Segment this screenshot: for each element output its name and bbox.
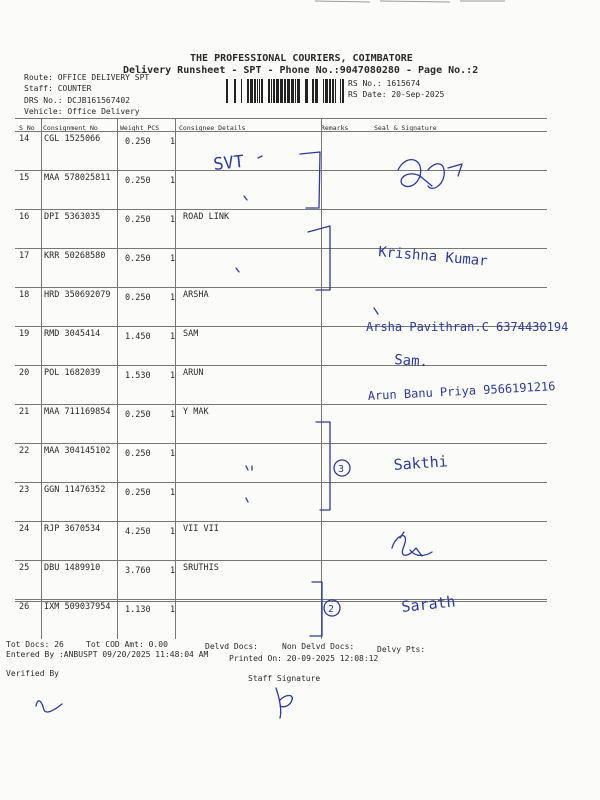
table-row-divider	[15, 404, 547, 405]
total-docs: Tot Docs: 26	[6, 640, 64, 649]
handwritten-consignee-14: SVT	[212, 151, 246, 175]
rs-number: RS No.: 1615674	[348, 79, 421, 88]
row-sno: 20	[19, 368, 30, 378]
delivery-points: Delvy Pts:	[377, 645, 426, 654]
ink-tick-17	[236, 268, 239, 272]
ink-bracket-14	[300, 152, 320, 208]
handwritten-seal-20: Arun Banu Priya 9566191216	[367, 379, 556, 403]
runsheet-title: Delivery Runsheet - SPT - Phone No.:9047080280 - Page No.:2	[123, 65, 479, 76]
delivered-docs: Delvd Docs:	[205, 642, 258, 651]
row-weight: 4.250	[125, 527, 151, 537]
row-consignment-no: KRR 50268580	[44, 251, 106, 261]
row-pcs: 1	[170, 176, 176, 186]
staff-label: Staff: COUNTER	[24, 84, 92, 93]
rs-date: RS Date: 20-Sep-2025	[348, 90, 445, 99]
table-row-divider	[15, 482, 547, 483]
table-column-divider	[117, 118, 118, 639]
row-weight: 0.250	[125, 449, 151, 459]
row-consignment-no: GGN 11476352	[44, 485, 106, 495]
table-column-divider	[175, 118, 176, 639]
row-pcs: 1	[170, 215, 176, 225]
row-consignment-no: CGL 1525066	[44, 134, 101, 144]
ink-tick-22	[246, 466, 252, 470]
row-weight: 0.250	[125, 176, 151, 186]
table-column-divider	[321, 118, 322, 639]
row-consignment-no: POL 1682039	[44, 368, 101, 378]
ink-tick-15	[244, 196, 247, 200]
row-consignment-no: DPI 5363035	[44, 212, 101, 222]
company-name: THE PROFESSIONAL COURIERS, COIMBATORE	[190, 53, 413, 64]
col-header-consignee: Consignee Details	[179, 124, 246, 132]
row-consignee: Y MAK	[183, 407, 209, 417]
row-pcs: 1	[170, 332, 176, 342]
non-delivered-docs: Non Delvd Docs:	[282, 642, 355, 651]
row-sno: 14	[19, 134, 30, 144]
ink-seal-24	[392, 532, 432, 556]
entered-by: Entered By :ANBUSPT 09/20/2025 11:48:04 AM	[6, 650, 209, 659]
handwritten-seal-22: Sakthi	[393, 452, 449, 474]
row-weight: 3.760	[125, 566, 151, 576]
table-row-divider	[15, 287, 547, 288]
barcode-image	[226, 79, 344, 103]
row-weight: 1.450	[125, 332, 151, 342]
row-sno: 15	[19, 173, 30, 183]
route-label: Route: OFFICE DELIVERY SPT	[24, 73, 150, 82]
row-consignee: SRUTHIS	[183, 563, 219, 573]
ink-bracket-17	[308, 226, 330, 290]
col-header-sno: S No	[19, 124, 35, 132]
table-row-divider	[15, 248, 547, 249]
row-consignment-no: RMD 3045414	[44, 329, 101, 339]
row-sno: 19	[19, 329, 30, 339]
row-sno: 18	[19, 290, 30, 300]
row-weight: 0.250	[125, 293, 151, 303]
handwritten-seal-19b: Sam.	[393, 352, 429, 371]
col-header-consignment: Consignment No	[43, 124, 98, 132]
handwritten-remark-22: 3	[338, 464, 345, 475]
row-weight: 0.250	[125, 137, 151, 147]
table-row-divider	[15, 209, 547, 210]
verified-by-label: Verified By	[6, 669, 59, 678]
row-consignment-no: MAA 304145102	[44, 446, 111, 456]
verified-by-signature	[36, 701, 62, 712]
row-pcs: 1	[170, 137, 176, 147]
ink-tick-23	[246, 498, 248, 502]
table-row-divider	[15, 560, 547, 561]
handwritten-seal-17: Krishna Kumar	[377, 244, 489, 270]
table-column-divider	[41, 118, 42, 639]
row-weight: 0.250	[125, 488, 151, 498]
row-weight: 0.250	[125, 215, 151, 225]
row-weight: 0.250	[125, 254, 151, 264]
total-cod-amount: Tot COD Amt: 0.00	[86, 640, 168, 649]
row-consignment-no: HRD 350692079	[44, 290, 111, 300]
row-consignment-no: MAA 578025811	[44, 173, 111, 183]
printed-on: Printed On: 20-09-2025 12:08:12	[229, 654, 379, 663]
row-weight: 1.530	[125, 371, 151, 381]
col-header-seal: Seal & Signature	[374, 124, 437, 132]
table-row-divider	[15, 170, 547, 171]
table-row-divider	[15, 443, 547, 444]
row-sno: 23	[19, 485, 30, 495]
ink-circle-26	[324, 600, 340, 616]
row-sno: 26	[19, 602, 30, 612]
col-header-weight-pcs: Weight PCS	[120, 124, 160, 132]
row-consignee: ARSHA	[183, 290, 209, 300]
handwritten-seal-26: Sarath	[400, 592, 457, 616]
handwritten-remark-26: 2	[328, 604, 335, 615]
col-header-remarks: Remarks	[321, 124, 349, 132]
row-consignment-no: RJP 3670534	[44, 524, 101, 534]
row-pcs: 1	[170, 410, 176, 420]
row-consignment-no: MAA 711169854	[44, 407, 111, 417]
row-consignee: ARUN	[183, 368, 204, 378]
top-edge-scribble	[310, 0, 510, 4]
row-pcs: 1	[170, 527, 176, 537]
row-consignee: SAM	[183, 329, 199, 339]
row-sno: 16	[19, 212, 30, 222]
vehicle-label: Vehicle: Office Delivery	[24, 107, 140, 116]
row-pcs: 1	[170, 566, 176, 576]
row-sno: 24	[19, 524, 30, 534]
row-sno: 22	[19, 446, 30, 456]
row-weight: 0.250	[125, 410, 151, 420]
handwritten-seal-19: Arsha Pavithran.C 6374430194	[366, 320, 569, 334]
staff-signature-label: Staff Signature	[248, 674, 321, 683]
row-pcs: 1	[170, 293, 176, 303]
ink-circle-22	[334, 460, 350, 476]
ink-tick-18	[374, 308, 378, 314]
drs-number: DRS No.: DCJB161567402	[24, 96, 130, 105]
row-consignee: ROAD LINK	[183, 212, 230, 222]
row-consignee: VII VII	[183, 524, 219, 534]
row-sno: 21	[19, 407, 30, 417]
row-sno: 25	[19, 563, 30, 573]
row-pcs: 1	[170, 371, 176, 381]
row-weight: 1.130	[125, 605, 151, 615]
table-row-divider	[15, 521, 547, 522]
row-consignment-no: DBU 1489910	[44, 563, 101, 573]
row-consignment-no: IXM 509037954	[44, 602, 111, 612]
row-pcs: 1	[170, 449, 176, 459]
table-row-divider	[15, 365, 547, 366]
table-row-divider	[15, 326, 547, 327]
row-pcs: 1	[170, 488, 176, 498]
row-pcs: 1	[170, 605, 176, 615]
ink-tick-14	[258, 156, 262, 158]
table-row-divider	[15, 118, 547, 119]
table-row-divider	[15, 131, 547, 132]
table-row-divider	[15, 599, 547, 600]
ink-bracket-22	[316, 422, 330, 510]
ink-seal-14	[398, 160, 462, 189]
row-sno: 17	[19, 251, 30, 261]
row-pcs: 1	[170, 254, 176, 264]
staff-signature-mark	[276, 688, 292, 718]
